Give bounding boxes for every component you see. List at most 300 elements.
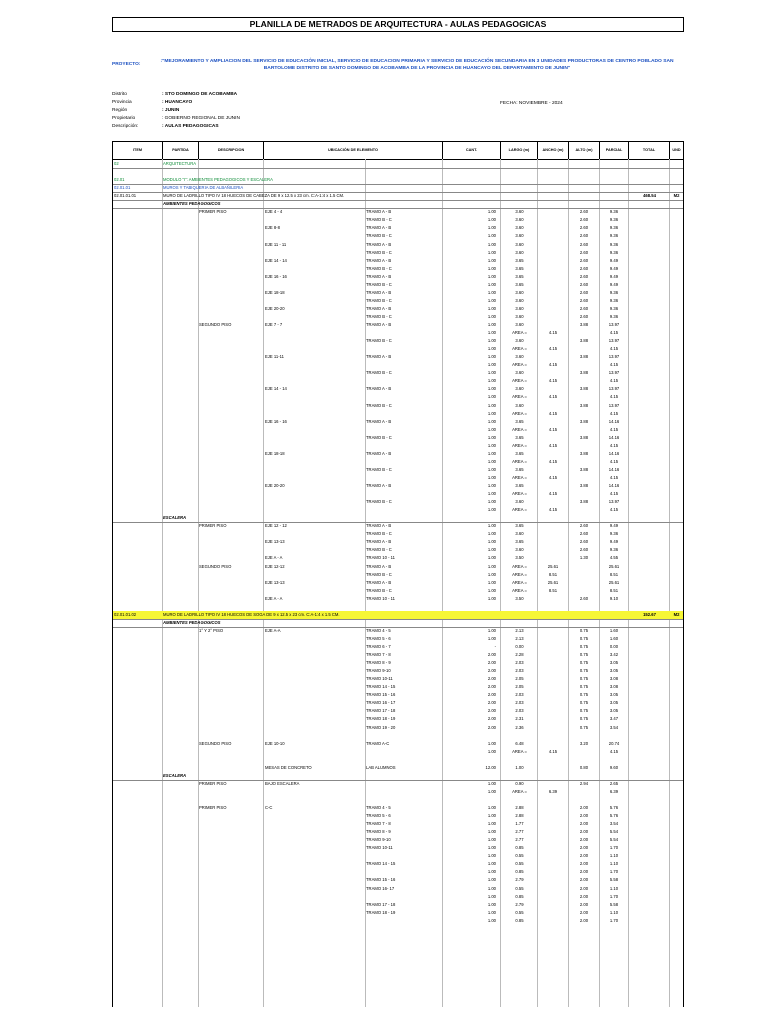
alto-value: 2.60	[579, 313, 589, 319]
parcial-value: 3.08	[609, 676, 619, 682]
table-row	[113, 498, 683, 506]
largo-value: 3.65	[515, 523, 524, 529]
parcial-value: 1.70	[609, 869, 619, 875]
info-value: : HUANCAYO	[162, 100, 193, 105]
largo-value: 3.60	[515, 233, 524, 239]
cant-value: 1.00	[487, 402, 496, 408]
table-row	[113, 313, 683, 321]
largo-value: 0.85	[515, 845, 524, 851]
table-row	[113, 828, 683, 836]
ancho-value: 4.15	[548, 410, 558, 416]
ubicacion: TRAMO 16- 17	[366, 885, 395, 891]
largo-value: AREA =	[512, 346, 527, 352]
parcial-value: 1.10	[609, 885, 619, 891]
table-row	[113, 740, 683, 748]
sheet-title: PLANILLA DE METRADOS DE ARQUITECTURA - AULAS PEDAGOGICAS	[112, 17, 684, 32]
parcial-value: 4.55	[609, 555, 619, 561]
table-row	[113, 208, 683, 216]
largo-value: AREA =	[512, 394, 527, 400]
table-row	[113, 369, 683, 377]
ubicacion: TRAMO B - C	[366, 499, 392, 505]
alto-value: 2.00	[579, 837, 589, 843]
ubicacion: TRAMO A-C	[366, 740, 390, 746]
ubicacion: TRAMO B - C	[366, 434, 392, 440]
ubicacion: TRAMO B - C	[366, 265, 392, 271]
largo-value: AREA =	[512, 491, 527, 497]
table-row	[113, 361, 683, 369]
largo-value: 3.60	[515, 402, 524, 408]
ubicacion: TRAMO 10-11	[366, 845, 393, 851]
largo-value: AREA =	[512, 330, 527, 336]
ancho-value: 4.15	[548, 426, 558, 432]
largo-value: 3.60	[515, 354, 524, 360]
alto-value: 3.88	[579, 386, 589, 392]
alto-value: 2.00	[579, 845, 589, 851]
table-row	[113, 780, 683, 788]
ubicacion: TRAMO 17 - 18	[366, 708, 396, 714]
largo-value: AREA =	[512, 362, 527, 368]
subheading: AMBIENTES PEDAGOGICOS	[163, 619, 221, 625]
largo-value: AREA =	[512, 426, 527, 432]
cant-value: 1.00	[487, 531, 496, 537]
blank-row	[113, 603, 683, 611]
cant-value: 1.00	[487, 885, 496, 891]
table-row	[113, 748, 683, 756]
ubicacion: TRAMO 10-11	[366, 676, 393, 682]
parcial-value: 9.36	[609, 297, 619, 303]
cant-value: 1.00	[487, 780, 496, 786]
parcial-value: 9.49	[609, 539, 619, 545]
description: EJE 20-20	[265, 483, 285, 488]
table-row	[113, 651, 683, 659]
ubicacion: TRAMO A - B	[366, 305, 392, 311]
largo-value: 3.60	[515, 225, 524, 231]
cant-value: 12.00	[485, 764, 496, 770]
parcial-value: 8.51	[609, 587, 619, 593]
description: EJE A-A	[265, 627, 281, 633]
cant-value: 1.00	[487, 394, 496, 400]
largo-value: 2.77	[515, 829, 524, 835]
largo-value: 2.79	[515, 901, 524, 907]
description: C-C	[265, 805, 273, 810]
cant-value: 1.00	[487, 410, 496, 416]
alto-value: 3.88	[579, 434, 589, 440]
largo-value: 3.60	[515, 313, 524, 319]
alto-value: 0.75	[579, 660, 589, 666]
parcial-value: 5.58	[609, 901, 619, 907]
table-row	[113, 852, 683, 860]
proyecto-text: :"MEJORAMIENTO Y AMPLIACION DEL SERVICIO DE EDUCACIÓN INICIAL, SERVICIO DE EDUCACION PRIMARIA Y SERVICIO DE EDUCACIÓN SECUNDARIA EN 3 UNIDADES PRODUCTORAS DE CENTRO POBLADO SAN BARTOLOME DISTRITO DE SANTO DOMINGO DE ACOBAMBA DE LA PROVINCIA DE HUANCAYO DEL DEPARTAMENTO DE JUNIN"	[160, 59, 674, 71]
largo-value: 3.60	[515, 217, 524, 223]
table-row	[113, 522, 683, 530]
table-row	[113, 917, 683, 925]
alto-value: 0.75	[579, 635, 589, 641]
alto-value: 2.00	[579, 813, 589, 819]
item-code: 02.01.01.02	[114, 611, 137, 617]
ancho-value: 4.15	[548, 394, 558, 400]
parcial-value: 25.61	[608, 579, 620, 585]
alto-value: 2.60	[579, 241, 589, 247]
parcial-value: 3.05	[609, 660, 619, 666]
largo-value: 0.85	[515, 869, 524, 875]
cant-value: 2.00	[487, 708, 496, 714]
parcial-value: 1.60	[609, 635, 619, 641]
ubicacion: TRAMO 19 - 20	[366, 724, 396, 730]
table-row	[113, 377, 683, 385]
cant-value: 1.00	[487, 917, 496, 923]
description: EJE 11 - 11	[265, 241, 287, 247]
section-row	[113, 184, 683, 192]
ancho-value: 4.15	[548, 507, 558, 513]
description: BAJO ESCALERA	[265, 780, 300, 786]
alto-value: 2.60	[579, 547, 589, 553]
parcial-value: 3.05	[609, 700, 619, 706]
cant-value: -	[494, 644, 496, 649]
parcial-value: 14.16	[608, 434, 620, 440]
largo-value: 2.03	[515, 700, 524, 706]
subheading: AMBIENTES PEDAGOGICOS	[163, 201, 221, 207]
parcial-value: 5.58	[609, 877, 619, 883]
ubicacion: TRAMO 8 - 9	[366, 829, 391, 835]
parcial-value: 9.36	[609, 241, 619, 247]
table-row	[113, 393, 683, 401]
largo-value: 2.03	[515, 708, 524, 714]
table-body	[112, 159, 684, 1007]
parcial-value: 4.15	[609, 330, 619, 336]
largo-value: AREA =	[512, 410, 527, 416]
ubicacion: TRAMO A - B	[366, 523, 392, 529]
table-row	[113, 546, 683, 554]
ubicacion: TRAMO B - C	[366, 587, 392, 593]
cant-value: 2.00	[487, 660, 496, 666]
cant-value: 1.00	[487, 837, 496, 843]
parcial-value: 3.08	[609, 684, 619, 690]
table-row	[113, 321, 683, 329]
partida-text: MUROS Y TABIQUERIA DE ALBAÑILERIA	[163, 185, 244, 191]
table-row	[113, 289, 683, 297]
cant-value: 2.00	[487, 652, 496, 658]
largo-value: 2.77	[515, 837, 524, 843]
description: EJE A - A	[265, 595, 283, 601]
largo-value: 3.60	[515, 547, 524, 553]
parcial-value: 3.42	[609, 652, 619, 658]
largo-value: 3.60	[515, 370, 524, 376]
info-label: Propietario	[112, 116, 136, 121]
alto-value: 3.88	[579, 418, 589, 424]
partida-level: PRIMER PISO	[199, 780, 227, 786]
alto-value: 2.00	[579, 869, 589, 875]
cant-value: 1.00	[487, 322, 496, 327]
info-label: Región	[112, 108, 128, 113]
ubicacion: TRAMO 17 - 18	[366, 901, 396, 907]
cant-value: 1.00	[487, 579, 496, 585]
largo-value: 3.60	[515, 499, 524, 505]
alto-value: 2.60	[579, 281, 589, 287]
parcial-value: 9.36	[609, 233, 619, 239]
parcial-value: 9.36	[609, 547, 619, 553]
ubicacion: TRAMO 9-10	[366, 837, 391, 843]
table-row	[113, 643, 683, 651]
table-row	[113, 868, 683, 876]
largo-value: 0.55	[515, 885, 524, 891]
ubicacion: TRAMO B - C	[366, 233, 392, 239]
alto-value: 0.75	[579, 708, 589, 714]
largo-value: 3.50	[515, 555, 524, 561]
header-und: UND	[672, 148, 681, 152]
parcial-value: 14.16	[608, 483, 620, 488]
largo-value: 3.65	[515, 539, 524, 545]
alto-value: 0.75	[579, 627, 589, 633]
description: EJE 4 - 4	[265, 209, 283, 215]
table-row	[113, 329, 683, 337]
ubicacion: TRAMO A - B	[366, 386, 392, 392]
alto-value: 0.75	[579, 668, 589, 674]
table-row	[113, 788, 683, 796]
largo-value: 0.85	[515, 893, 524, 899]
alto-value: 2.60	[579, 289, 589, 295]
ubicacion: TRAMO B - C	[366, 338, 392, 344]
cant-value: 1.00	[487, 491, 496, 497]
parcial-value: 1.10	[609, 909, 619, 915]
table-row	[113, 337, 683, 345]
parcial-value: 1.70	[609, 893, 619, 899]
largo-value: 2.88	[515, 813, 524, 819]
largo-value: 0.90	[515, 780, 524, 786]
table-row	[113, 216, 683, 224]
cant-value: 1.00	[487, 829, 496, 835]
alto-value: 2.60	[579, 595, 589, 601]
largo-value: 2.88	[515, 805, 524, 810]
header-ancho: ANCHO (m)	[542, 148, 564, 152]
largo-value: AREA =	[512, 563, 527, 569]
cant-value: 1.00	[487, 209, 496, 215]
largo-value: 3.60	[515, 305, 524, 311]
section-row	[113, 611, 683, 619]
ubicacion: TRAMO A - B	[366, 579, 392, 585]
alto-value: 0.75	[579, 724, 589, 730]
parcial-value: 3.47	[609, 716, 619, 722]
parcial-value: 4.15	[609, 346, 619, 352]
alto-value: 2.00	[579, 885, 589, 891]
largo-value: AREA =	[512, 378, 527, 384]
parcial-value: 3.05	[609, 668, 619, 674]
blank-row	[113, 796, 683, 804]
ubicacion: TRAMO A - B	[366, 563, 392, 569]
header-descripcion: DESCRIPCION	[217, 148, 245, 152]
ubicacion: TRAMO 9-10	[366, 668, 391, 674]
table-row	[113, 402, 683, 410]
partida-level: SEGUNDO PISO	[199, 740, 232, 746]
cant-value: 1.00	[487, 499, 496, 505]
header-total: TOTAL	[642, 148, 656, 152]
largo-value: 3.60	[515, 249, 524, 255]
largo-value: 3.60	[515, 338, 524, 344]
parcial-value: 4.15	[609, 378, 619, 384]
table-row	[113, 804, 683, 812]
ubicacion: TRAMO B - C	[366, 281, 392, 287]
ancho-value: 4.15	[548, 491, 558, 497]
ubicacion: TRAMO 10 - 11	[366, 555, 396, 561]
alto-value: 0.75	[579, 652, 589, 658]
ubicacion: TRAMO B - C	[366, 313, 392, 319]
table-row	[113, 820, 683, 828]
ubicacion: TRAMO B - C	[366, 217, 392, 223]
largo-value: 3.60	[515, 322, 524, 327]
info-value: : AULAS PEDAGOGICAS	[162, 124, 219, 129]
cant-value: 1.00	[487, 434, 496, 440]
parcial-value: 9.49	[609, 281, 619, 287]
table-row	[113, 893, 683, 901]
alto-value: 2.60	[579, 217, 589, 223]
alto-value: 2.60	[579, 225, 589, 231]
description: EJE 18-18	[265, 289, 285, 295]
description: EJE 10-10	[265, 740, 285, 746]
ancho-value: 8.51	[548, 571, 558, 577]
cant-value: 1.00	[487, 571, 496, 577]
table-row	[113, 595, 683, 603]
largo-value: 2.28	[515, 652, 524, 658]
largo-value: AREA =	[512, 458, 527, 464]
table-row	[113, 699, 683, 707]
description: EJE 14 - 14	[265, 386, 287, 392]
ubicacion: TRAMO A - B	[366, 241, 392, 247]
ancho-value: 8.51	[548, 587, 558, 593]
table-row	[113, 232, 683, 240]
alto-value: 2.60	[579, 249, 589, 255]
parcial-value: 9.49	[609, 273, 619, 279]
ubicacion: TRAMO A - B	[366, 418, 392, 424]
largo-value: AREA =	[512, 748, 527, 754]
table-row	[113, 442, 683, 450]
ubicacion: TRAMO A - B	[366, 322, 392, 327]
largo-value: 0.55	[515, 853, 524, 859]
table-row	[113, 530, 683, 538]
largo-value: 2.13	[515, 635, 524, 641]
cant-value: 1.00	[487, 418, 496, 424]
table-row	[113, 844, 683, 852]
description: EJE 8-8	[265, 225, 280, 231]
cant-value: 1.00	[487, 338, 496, 344]
alto-value: 3.88	[579, 354, 589, 360]
subheading-row	[113, 514, 683, 522]
table-row	[113, 901, 683, 909]
subheading-row	[113, 200, 683, 208]
table-row	[113, 410, 683, 418]
info-value: : JUNIN	[162, 108, 180, 113]
largo-value: 3.65	[515, 418, 524, 424]
cant-value: 1.00	[487, 346, 496, 352]
cant-value: 1.00	[487, 861, 496, 867]
alto-value: 2.60	[579, 273, 589, 279]
largo-value: 3.65	[515, 434, 524, 440]
partida-text: MURO DE LADRILLO TIPO IV 18 HUECOS DE CABEZA DE 9 x 12.5 x 23 cm. C:A-1:4 x 1.5 CM.	[163, 193, 345, 199]
table-row	[113, 571, 683, 579]
item-code: 02	[114, 161, 119, 166]
cant-value: 1.00	[487, 289, 496, 295]
largo-value: AREA =	[512, 571, 527, 577]
partida-level: PRIMER PISO	[199, 209, 227, 215]
parcial-value: 3.54	[609, 821, 619, 827]
cant-value: 1.00	[487, 233, 496, 239]
table-row	[113, 458, 683, 466]
largo-value: 2.13	[515, 627, 524, 633]
partida-level: PRIMER PISO	[199, 805, 227, 810]
table-row	[113, 860, 683, 868]
table-row	[113, 418, 683, 426]
largo-value: 0.55	[515, 909, 524, 915]
table-row	[113, 836, 683, 844]
cant-value: 1.00	[487, 845, 496, 851]
largo-value: 3.65	[515, 483, 524, 488]
total-value: 152.67	[643, 611, 656, 617]
cant-value: 1.00	[487, 853, 496, 859]
ancho-value: 4.15	[548, 458, 558, 464]
ancho-value: 4.15	[548, 346, 558, 352]
parcial-value: 9.36	[609, 249, 619, 255]
largo-value: 3.65	[515, 273, 524, 279]
blank-row	[113, 732, 683, 740]
cant-value: 1.00	[487, 281, 496, 287]
item-code: 02.01	[114, 177, 125, 183]
ancho-value: 4.15	[548, 378, 558, 384]
alto-value: 2.00	[579, 853, 589, 859]
parcial-value: 20.74	[608, 740, 620, 746]
ubicacion: TRAMO B - C	[366, 297, 392, 303]
description: EJE 16 - 16	[265, 273, 287, 279]
ubicacion: TRAMO B - C	[366, 547, 392, 553]
cant-value: 1.00	[487, 909, 496, 915]
ubicacion: TRAMO A - B	[366, 273, 392, 279]
header-item: ITEM	[132, 148, 143, 152]
table-row	[113, 385, 683, 393]
section-row	[113, 160, 683, 168]
alto-value: 0.75	[579, 692, 589, 698]
largo-value: 2.03	[515, 692, 524, 698]
largo-value: 2.79	[515, 877, 524, 883]
partida-level: PRIMER PISO	[199, 523, 227, 529]
cant-value: 1.00	[487, 893, 496, 899]
alto-value: 2.00	[579, 829, 589, 835]
ubicacion: TRAMO 4 - 5	[366, 627, 391, 633]
section-row	[113, 192, 683, 200]
parcial-value: 1.10	[609, 853, 619, 859]
largo-value: AREA =	[512, 507, 527, 513]
cant-value: 1.00	[487, 257, 496, 263]
parcial-value: 4.15	[609, 474, 619, 480]
cant-value: 1.00	[487, 249, 496, 255]
parcial-value: 9.36	[609, 531, 619, 537]
ancho-value: 25.61	[547, 563, 559, 569]
parcial-value: 9.10	[609, 595, 619, 601]
ubicacion: TRAMO B - C	[366, 466, 392, 472]
description: EJE 14 - 14	[265, 257, 287, 263]
largo-value: 0.00	[515, 644, 524, 649]
table-row	[113, 482, 683, 490]
ubicacion: TRAMO 5 - 6	[366, 813, 391, 819]
proyecto-label: PROYECTO:	[112, 62, 141, 67]
table-row	[113, 635, 683, 643]
parcial-value: 9.36	[609, 217, 619, 223]
table-row	[113, 466, 683, 474]
cant-value: 1.00	[487, 458, 496, 464]
table-row	[113, 273, 683, 281]
ubicacion: TRAMO 18 - 19	[366, 909, 396, 915]
largo-value: 1.00	[515, 764, 524, 770]
ubicacion: TRAMO 10 - 11	[366, 595, 396, 601]
description: EJE 11-11	[265, 354, 284, 360]
partida-level: SEGUNDO PISO	[199, 322, 232, 327]
alto-value: 2.60	[579, 305, 589, 311]
